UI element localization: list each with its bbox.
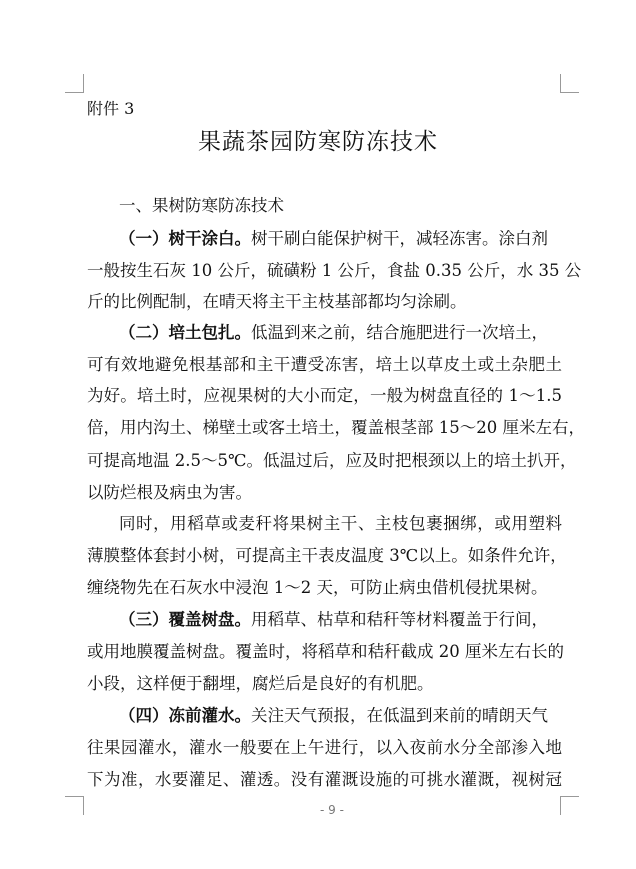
paragraph-line (119, 609, 562, 631)
paragraph-line (119, 705, 562, 727)
paragraph-heading: （二）培土包扎。 (119, 323, 251, 342)
page-number (0, 803, 636, 817)
crop-mark-top-right (560, 74, 579, 93)
paragraph-line: 薄膜整体套封小树，可提高主干表皮温度 3℃以上。如条件允许， (87, 546, 567, 565)
paragraph-line: 缠绕物先在石灰水中浸泡 1～2 天，可防止病虫借机侵扰果树。 (87, 578, 548, 597)
paragraph-line: 下为准，水要灌足、灌透。没有灌溉设施的可挑水灌溉，视树冠 (87, 770, 562, 789)
paragraph-line (119, 322, 562, 344)
paragraph-line: 一般按生石灰 10 公斤，硫磺粉 1 公斤，食盐 0.35 公斤，水 35 公 (87, 261, 582, 280)
paragraph-line: 可提高地温 2.5～5℃。低温过后，应及时把根颈以上的培土扒开， (87, 451, 577, 470)
paragraph-heading: （三）覆盖树盘。 (119, 610, 251, 629)
paragraph-line: 或用地膜覆盖树盘。覆盖时，将稻草和秸秆截成 20 厘米左右长的 (87, 642, 564, 661)
paragraph-line: 以防烂根及病虫为害。 (87, 483, 252, 502)
section-heading: 一、果树防寒防冻技术 (119, 196, 284, 215)
paragraph-text: 树干刷白能保护树干，减轻冻害。涂白剂 (251, 229, 548, 248)
page-title: 果蔬茶园防寒防冻技术 (198, 129, 438, 155)
paragraph-line: 斤的比例配制，在晴天将主干主枝基部都均匀涂刷。 (87, 292, 467, 311)
paragraph-line (119, 228, 562, 250)
paragraph-line: 小段，这样便于翻埋，腐烂后是良好的有机肥。 (87, 674, 434, 693)
paragraph-line: 往果园灌水，灌水一般要在上午进行，以入夜前水分全部渗入地 (87, 738, 562, 757)
paragraph-text: 用稻草、枯草和秸秆等材料覆盖于行间， (251, 610, 548, 629)
paragraph-text: 低温到来之前，结合施肥进行一次培土， (251, 323, 548, 342)
paragraph-line: 可有效地避免根基部和主干遭受冻害，培土以草皮土或土杂肥土 (87, 355, 562, 374)
attachment-label: 附件 3 (87, 99, 135, 118)
paragraph-heading: （一）树干涂白。 (119, 229, 251, 248)
paragraph-line: 倍，用内沟土、梯壁土或客土培土，覆盖根茎部 15～20 厘米左右， (87, 418, 585, 437)
paragraph-text: 关注天气预报，在低温到来前的晴朗天气 (251, 706, 548, 725)
paragraph-line: 为好。培土时，应视果树的大小而定，一般为树盘直径的 1～1.5 (87, 386, 562, 405)
crop-mark-top-left (65, 74, 84, 93)
paragraph-heading: （四）冻前灌水。 (119, 706, 251, 725)
page-number-text: - 9 - (320, 803, 344, 817)
paragraph-line: 同时，用稻草或麦秆将果树主干、主枝包裹捆绑，或用塑料 (119, 514, 562, 533)
